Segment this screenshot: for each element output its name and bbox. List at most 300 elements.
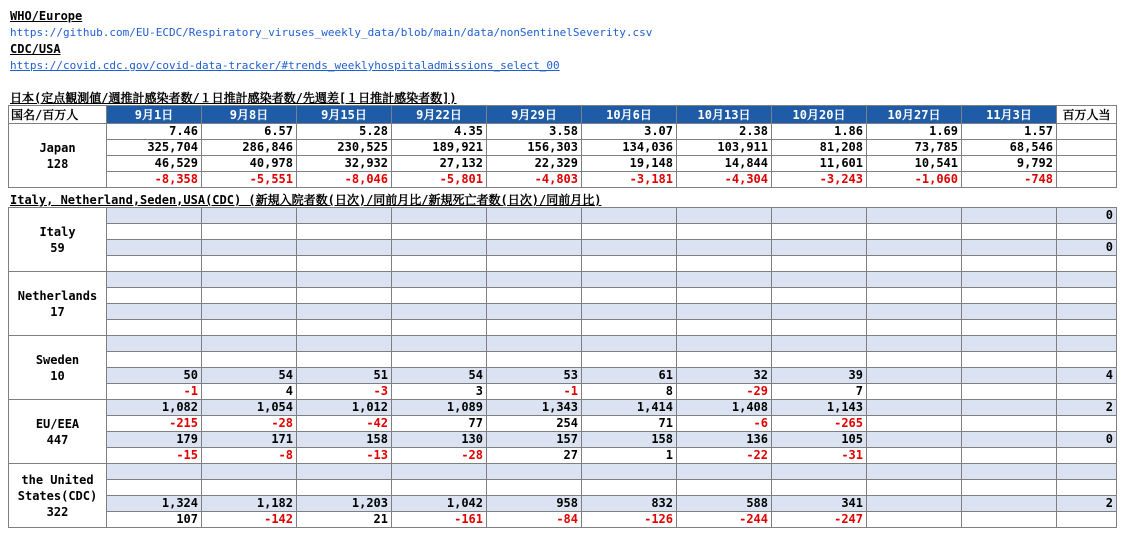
country-cell — [9, 272, 107, 336]
value-cell — [867, 320, 962, 336]
value-cell — [962, 336, 1057, 352]
value-cell: 3 — [392, 384, 487, 400]
table-row — [9, 368, 1117, 384]
value-cell: 325,704 — [107, 140, 202, 156]
country-population: 17 — [50, 304, 65, 319]
value-cell — [962, 272, 1057, 288]
value-cell: -5,801 — [392, 172, 487, 188]
value-cell — [772, 224, 867, 240]
per-million-cell: 4 — [1057, 368, 1117, 384]
value-cell — [867, 272, 962, 288]
per-million-cell: 2 — [1057, 496, 1117, 512]
value-cell: 46,529 — [107, 156, 202, 172]
value-cell — [202, 288, 297, 304]
table-row — [9, 140, 1117, 156]
value-cell — [107, 256, 202, 272]
value-cell — [297, 320, 392, 336]
value-cell — [202, 208, 297, 224]
value-cell — [867, 288, 962, 304]
value-cell: 832 — [582, 496, 677, 512]
value-cell: -15 — [107, 448, 202, 464]
table-row — [9, 464, 1117, 480]
value-cell: -31 — [772, 448, 867, 464]
value-cell: 1,203 — [297, 496, 392, 512]
value-cell — [772, 288, 867, 304]
value-cell: 189,921 — [392, 140, 487, 156]
per-million-cell — [1057, 464, 1117, 480]
value-cell: 53 — [487, 368, 582, 384]
value-cell — [392, 352, 487, 368]
value-cell — [107, 320, 202, 336]
value-cell — [677, 288, 772, 304]
value-cell — [487, 304, 582, 320]
value-cell: 158 — [582, 432, 677, 448]
per-million-cell: 0 — [1057, 432, 1117, 448]
value-cell — [107, 240, 202, 256]
value-cell: 4.35 — [392, 124, 487, 140]
table-row — [9, 320, 1117, 336]
value-cell — [962, 208, 1057, 224]
table-row — [9, 448, 1117, 464]
value-cell: -29 — [677, 384, 772, 400]
value-cell — [962, 224, 1057, 240]
value-cell: 230,525 — [297, 140, 392, 156]
per-million-cell — [1057, 384, 1117, 400]
per-million-cell — [1057, 272, 1117, 288]
value-cell — [962, 512, 1057, 528]
per-million-cell — [1057, 304, 1117, 320]
value-cell — [297, 256, 392, 272]
value-cell: 27 — [487, 448, 582, 464]
value-cell: -3,243 — [772, 172, 867, 188]
value-cell: 1,414 — [582, 400, 677, 416]
value-cell — [107, 480, 202, 496]
value-cell: -13 — [297, 448, 392, 464]
value-cell: -247 — [772, 512, 867, 528]
value-cell: -28 — [392, 448, 487, 464]
japan-table — [8, 105, 1117, 188]
value-cell — [107, 336, 202, 352]
value-cell: 77 — [392, 416, 487, 432]
per-million-cell — [1057, 336, 1117, 352]
value-cell — [202, 336, 297, 352]
value-cell — [392, 256, 487, 272]
value-cell — [297, 304, 392, 320]
value-cell: 6.57 — [202, 124, 297, 140]
value-cell — [202, 320, 297, 336]
value-cell: 5.28 — [297, 124, 392, 140]
country-name: Japan — [39, 140, 76, 155]
per-million-cell — [1057, 512, 1117, 528]
value-cell — [772, 256, 867, 272]
value-cell: -3,181 — [582, 172, 677, 188]
value-cell: 130 — [392, 432, 487, 448]
value-cell — [487, 224, 582, 240]
value-cell — [107, 224, 202, 240]
value-cell — [487, 352, 582, 368]
value-cell — [297, 272, 392, 288]
value-cell — [582, 480, 677, 496]
country-name: EU/EEA — [35, 416, 80, 431]
country-population: 322 — [46, 504, 69, 519]
table-row — [9, 172, 1117, 188]
value-cell: 1.86 — [772, 124, 867, 140]
value-cell: -4,304 — [677, 172, 772, 188]
value-cell: -5,551 — [202, 172, 297, 188]
value-cell — [392, 288, 487, 304]
value-cell: 1,042 — [392, 496, 487, 512]
value-cell — [962, 480, 1057, 496]
value-cell — [867, 256, 962, 272]
value-cell — [962, 288, 1057, 304]
value-cell — [297, 464, 392, 480]
per-million-cell: 2 — [1057, 400, 1117, 416]
value-cell: 1,408 — [677, 400, 772, 416]
value-cell: -6 — [677, 416, 772, 432]
value-cell — [962, 384, 1057, 400]
japan-section-title: 日本(定点観測値/週推計感染者数/１日推計感染者数/先週差[１日推計感染者数]) — [10, 91, 457, 105]
value-cell: 134,036 — [582, 140, 677, 156]
per-million-cell — [1057, 352, 1117, 368]
value-cell — [582, 464, 677, 480]
country-cell — [9, 400, 107, 464]
per-million-cell: 0 — [1057, 240, 1117, 256]
value-cell — [962, 432, 1057, 448]
value-cell — [962, 416, 1057, 432]
value-cell — [962, 496, 1057, 512]
value-cell — [392, 480, 487, 496]
value-cell — [392, 240, 487, 256]
value-cell — [582, 288, 677, 304]
value-cell — [867, 496, 962, 512]
per-million-cell — [1057, 416, 1117, 432]
value-cell — [962, 304, 1057, 320]
value-cell: -84 — [487, 512, 582, 528]
value-cell — [297, 224, 392, 240]
country-name: the United States(CDC) — [17, 472, 98, 503]
value-cell: 3.07 — [582, 124, 677, 140]
value-cell — [487, 208, 582, 224]
value-cell — [867, 512, 962, 528]
value-cell — [487, 464, 582, 480]
value-cell: -126 — [582, 512, 677, 528]
value-cell — [772, 320, 867, 336]
date-header: 11月3日 — [962, 106, 1057, 124]
value-cell: 10,541 — [867, 156, 962, 172]
country-population: 447 — [46, 432, 69, 447]
per-million-header: 百万人当 — [1057, 106, 1117, 124]
value-cell — [487, 272, 582, 288]
value-cell — [772, 240, 867, 256]
per-million-cell: 0 — [1057, 208, 1117, 224]
table-row — [9, 400, 1117, 416]
value-cell: 54 — [202, 368, 297, 384]
country-name: Netherlands — [17, 288, 98, 303]
value-cell: 7.46 — [107, 124, 202, 140]
per-million-cell — [1057, 156, 1117, 172]
value-cell — [392, 272, 487, 288]
value-cell: -215 — [107, 416, 202, 432]
value-cell — [677, 320, 772, 336]
value-cell: -748 — [962, 172, 1057, 188]
value-cell — [677, 480, 772, 496]
value-cell: -4,803 — [487, 172, 582, 188]
value-cell — [962, 256, 1057, 272]
table-row — [9, 416, 1117, 432]
value-cell — [867, 384, 962, 400]
value-cell: -142 — [202, 512, 297, 528]
country-cell — [9, 208, 107, 272]
cdc-link[interactable]: https://covid.cdc.gov/covid-data-tracker/#trends_weeklyhospitaladmissions_select_00 — [10, 59, 560, 72]
value-cell — [867, 416, 962, 432]
value-cell: 341 — [772, 496, 867, 512]
value-cell: 7 — [772, 384, 867, 400]
value-cell — [772, 272, 867, 288]
date-header: 9月29日 — [487, 106, 582, 124]
value-cell: 1,082 — [107, 400, 202, 416]
value-cell — [487, 240, 582, 256]
value-cell — [202, 224, 297, 240]
table-row — [9, 240, 1117, 256]
value-cell: 286,846 — [202, 140, 297, 156]
value-cell: 9,792 — [962, 156, 1057, 172]
value-cell: 1,324 — [107, 496, 202, 512]
value-cell — [867, 208, 962, 224]
value-cell: 1,343 — [487, 400, 582, 416]
per-million-cell — [1057, 320, 1117, 336]
value-cell: 61 — [582, 368, 677, 384]
value-cell — [867, 400, 962, 416]
table-row — [9, 208, 1117, 224]
country-population: 10 — [50, 368, 65, 383]
value-cell: 27,132 — [392, 156, 487, 172]
value-cell — [392, 224, 487, 240]
value-cell — [107, 352, 202, 368]
country-population: 128 — [46, 156, 69, 171]
value-cell: 1,012 — [297, 400, 392, 416]
value-cell — [962, 320, 1057, 336]
date-header: 9月1日 — [107, 106, 202, 124]
value-cell: 3.58 — [487, 124, 582, 140]
value-cell: 4 — [202, 384, 297, 400]
value-cell — [582, 272, 677, 288]
value-cell — [582, 304, 677, 320]
value-cell: -3 — [297, 384, 392, 400]
table-row — [9, 352, 1117, 368]
value-cell — [867, 336, 962, 352]
per-million-cell — [1057, 124, 1117, 140]
value-cell — [772, 352, 867, 368]
value-cell — [202, 352, 297, 368]
value-cell — [867, 352, 962, 368]
value-cell — [582, 352, 677, 368]
who-title: WHO/Europe — [10, 9, 83, 23]
value-cell — [582, 208, 677, 224]
value-cell: 156,303 — [487, 140, 582, 156]
value-cell — [107, 288, 202, 304]
value-cell — [677, 336, 772, 352]
value-cell — [297, 240, 392, 256]
table-row — [9, 336, 1117, 352]
country-cell — [9, 124, 107, 188]
value-cell — [677, 272, 772, 288]
value-cell — [867, 304, 962, 320]
value-cell: -1,060 — [867, 172, 962, 188]
table-row — [9, 432, 1117, 448]
value-cell — [487, 480, 582, 496]
value-cell — [582, 224, 677, 240]
table-row — [9, 124, 1117, 140]
country-cell — [9, 336, 107, 400]
value-cell: -8,358 — [107, 172, 202, 188]
value-cell — [772, 480, 867, 496]
value-cell — [677, 240, 772, 256]
value-cell: 71 — [582, 416, 677, 432]
per-million-cell — [1057, 448, 1117, 464]
value-cell: -8 — [202, 448, 297, 464]
value-cell: -161 — [392, 512, 487, 528]
others-section-title: Italy, Netherland,Seden,USA(CDC) (新規入院者数(日次)/同前月比/新規死亡者数(日次)/同前月比) — [10, 193, 602, 207]
date-header: 10月20日 — [772, 106, 867, 124]
cdc-title: CDC/USA — [10, 42, 61, 56]
table-row — [9, 512, 1117, 528]
value-cell: -28 — [202, 416, 297, 432]
value-cell — [677, 352, 772, 368]
table-row — [9, 156, 1117, 172]
value-cell: -1 — [487, 384, 582, 400]
value-cell — [677, 224, 772, 240]
table-row — [9, 288, 1117, 304]
value-cell — [297, 336, 392, 352]
who-link[interactable]: https://github.com/EU-ECDC/Respiratory_viruses_weekly_data/blob/main/data/nonSentinelSeverity.csv — [10, 26, 653, 39]
value-cell — [297, 352, 392, 368]
value-cell: 22,329 — [487, 156, 582, 172]
value-cell: 2.38 — [677, 124, 772, 140]
value-cell — [392, 320, 487, 336]
date-header: 9月15日 — [297, 106, 392, 124]
value-cell — [107, 304, 202, 320]
value-cell — [962, 400, 1057, 416]
value-cell — [487, 288, 582, 304]
value-cell: -42 — [297, 416, 392, 432]
value-cell: -265 — [772, 416, 867, 432]
value-cell: 107 — [107, 512, 202, 528]
others-table — [8, 207, 1117, 528]
value-cell — [202, 304, 297, 320]
corner-label: 国名/百万人 — [9, 106, 107, 124]
value-cell: 14,844 — [677, 156, 772, 172]
value-cell — [392, 208, 487, 224]
value-cell — [487, 336, 582, 352]
value-cell: 68,546 — [962, 140, 1057, 156]
table-row — [9, 272, 1117, 288]
value-cell: 254 — [487, 416, 582, 432]
value-cell — [677, 208, 772, 224]
value-cell: 21 — [297, 512, 392, 528]
value-cell — [962, 464, 1057, 480]
value-cell: 54 — [392, 368, 487, 384]
value-cell: 32 — [677, 368, 772, 384]
value-cell — [487, 320, 582, 336]
value-cell — [867, 240, 962, 256]
value-cell: 11,601 — [772, 156, 867, 172]
value-cell — [867, 224, 962, 240]
value-cell: 136 — [677, 432, 772, 448]
value-cell: 51 — [297, 368, 392, 384]
date-header: 9月22日 — [392, 106, 487, 124]
value-cell — [677, 464, 772, 480]
value-cell: -8,046 — [297, 172, 392, 188]
date-header: 10月13日 — [677, 106, 772, 124]
value-cell — [297, 480, 392, 496]
table-row — [9, 384, 1117, 400]
value-cell — [487, 256, 582, 272]
country-population: 59 — [50, 240, 65, 255]
value-cell — [297, 288, 392, 304]
value-cell — [202, 256, 297, 272]
value-cell: 73,785 — [867, 140, 962, 156]
per-million-cell — [1057, 172, 1117, 188]
value-cell: 588 — [677, 496, 772, 512]
value-cell: 1.57 — [962, 124, 1057, 140]
value-cell: -1 — [107, 384, 202, 400]
date-header: 10月27日 — [867, 106, 962, 124]
value-cell: 1,089 — [392, 400, 487, 416]
value-cell — [867, 480, 962, 496]
value-cell: -22 — [677, 448, 772, 464]
value-cell — [962, 352, 1057, 368]
country-name: Sweden — [35, 352, 80, 367]
value-cell — [202, 240, 297, 256]
value-cell — [297, 208, 392, 224]
value-cell — [392, 464, 487, 480]
date-header-row — [9, 106, 1117, 124]
value-cell: 1,054 — [202, 400, 297, 416]
value-cell: 105 — [772, 432, 867, 448]
value-cell — [772, 336, 867, 352]
value-cell: 158 — [297, 432, 392, 448]
value-cell: 103,911 — [677, 140, 772, 156]
table-row — [9, 304, 1117, 320]
country-cell — [9, 464, 107, 528]
value-cell — [677, 304, 772, 320]
value-cell — [582, 240, 677, 256]
date-header: 9月8日 — [202, 106, 297, 124]
value-cell — [867, 432, 962, 448]
per-million-cell — [1057, 140, 1117, 156]
value-cell: 50 — [107, 368, 202, 384]
value-cell: 1 — [582, 448, 677, 464]
value-cell — [772, 304, 867, 320]
value-cell: 958 — [487, 496, 582, 512]
value-cell — [772, 464, 867, 480]
value-cell: 179 — [107, 432, 202, 448]
table-row — [9, 224, 1117, 240]
country-name: Italy — [39, 224, 76, 239]
value-cell — [962, 368, 1057, 384]
value-cell — [202, 272, 297, 288]
value-cell — [867, 464, 962, 480]
value-cell — [962, 448, 1057, 464]
value-cell: 19,148 — [582, 156, 677, 172]
value-cell: 40,978 — [202, 156, 297, 172]
value-cell: 39 — [772, 368, 867, 384]
value-cell — [582, 256, 677, 272]
per-million-cell — [1057, 224, 1117, 240]
value-cell: 81,208 — [772, 140, 867, 156]
value-cell — [392, 336, 487, 352]
value-cell: -244 — [677, 512, 772, 528]
